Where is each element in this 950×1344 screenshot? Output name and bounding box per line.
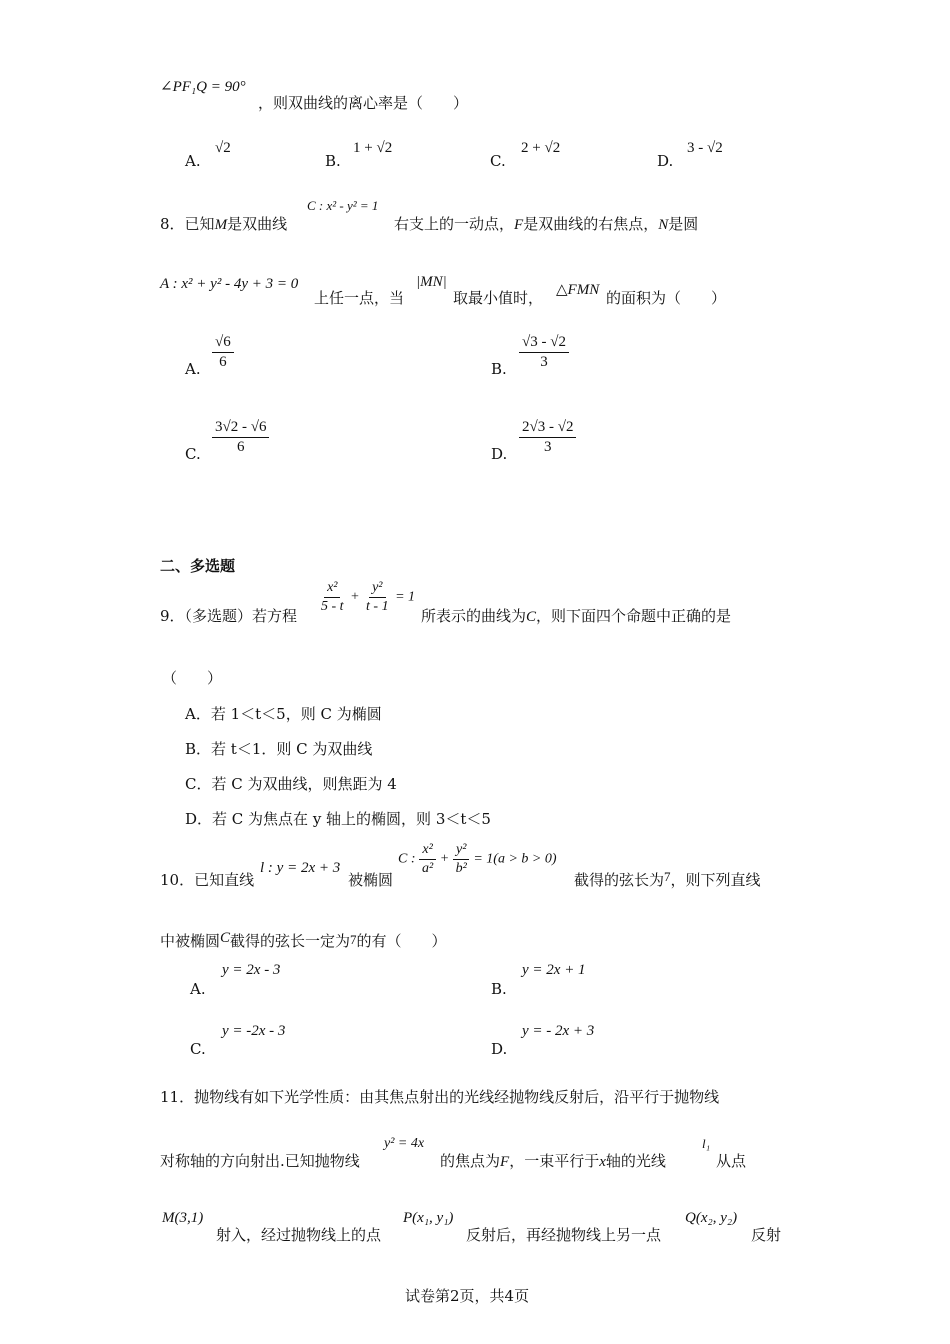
q8-option-b-label: B.: [491, 360, 507, 378]
q9-stem-tail: 所表示的曲线为C，则下面四个命题中正确的是: [421, 607, 732, 625]
q7-option-c-label: C.: [490, 152, 506, 170]
q7-stem-tail: ，则双曲线的离心率是（ ）: [258, 94, 469, 112]
q8-option-d-frac: $\frac{2√3 - √2}{3}$: [519, 419, 576, 456]
q10-option-b-math: y = 2x + 1: [522, 962, 586, 978]
q8-option-c-label: C.: [185, 445, 201, 463]
q11-point-q: Q(x₂, y₂): [685, 1210, 738, 1226]
q11-line1: 11．抛物线有如下光学性质：由其焦点射出的光线经抛物线反射后，沿平行于抛物线: [160, 1088, 720, 1106]
q8-stem-line2-c: 的面积为（ ）: [606, 289, 727, 307]
q11-parabola-math: y² = 4x: [384, 1136, 425, 1151]
q11-l1-math: l₁: [702, 1136, 711, 1151]
q7-option-c-math: 2 + √2: [521, 140, 561, 156]
q8-stem-line1-tail: 右支上的一动点，F是双曲线的右焦点，N是圆: [394, 215, 699, 233]
q10-stem-start: 10．已知直线: [160, 871, 255, 889]
q10-stem-line2: 中被椭圆C截得的弦长一定为7的有（ ）: [160, 930, 447, 950]
q8-option-a-frac: $\frac{√6}{6}$: [212, 334, 234, 371]
q7-stem-line: [160, 76, 246, 96]
q8-hyperbola-math: C : x² - y² = 1: [307, 198, 379, 213]
q10-option-a-math: y = 2x - 3: [222, 962, 281, 978]
q11-line2-c: 从点: [716, 1152, 747, 1170]
q10-option-b-label: B.: [491, 980, 507, 998]
q11-line2-b: 的焦点为F，一束平行于x轴的光线: [440, 1152, 666, 1170]
q11-point-p: P(x₁, y₁): [403, 1210, 454, 1226]
q7-option-a-label: A.: [185, 152, 201, 170]
q9-option-b: B．若 t＜1．则 C 为双曲线: [185, 740, 373, 758]
q9-equation: $\frac{\text{x²}}{5 - t}$ + $\frac{\text{y²}}{t - 1}$ = 1: [321, 580, 416, 614]
section-title-multiple-choice: 二、多选题: [160, 557, 236, 575]
q11-line3-c: 反射: [751, 1226, 782, 1244]
q9-option-a: A．若 1＜t＜5，则 C 为椭圆: [185, 705, 382, 723]
q9-answer-paren: （ ）: [162, 669, 223, 687]
q9-option-c: C．若 C 为双曲线，则焦距为 4: [185, 775, 397, 793]
q8-option-b-frac: $\frac{√3 - √2}{3}$: [519, 334, 569, 371]
q10-ellipse-math: C : $\frac{\text{x²}}{\text{a²}}$ + $\frac{\text{y²}}{\text{b²}}$ = 1(a > b > 0): [398, 842, 557, 876]
q7-option-b-math: 1 + √2: [353, 140, 393, 156]
page-footer: 试卷第2页，共4页: [405, 1287, 530, 1305]
q10-option-a-label: A.: [190, 980, 206, 998]
q8-option-c-frac: $\frac{3√2 - √6}{6}$: [212, 419, 269, 456]
q8-stem-line2-b: 取最小值时，: [453, 289, 544, 307]
q8-option-d-label: D.: [491, 445, 508, 463]
q7-option-b-label: B.: [325, 152, 341, 170]
q7-option-a-math: √2: [215, 140, 231, 156]
q10-option-c-math: y = -2x - 3: [222, 1023, 286, 1039]
q8-circle-math: A : x² + y² - 4y + 3 = 0: [160, 276, 299, 292]
q8-stem-line1: 8．已知M是双曲线: [160, 215, 288, 233]
q7-angle-math: ∠PF₁Q = 90°: [160, 79, 246, 95]
q10-stem-tail: 截得的弦长为7，则下列直线: [574, 869, 761, 889]
q11-point-m: M(3,1): [162, 1210, 204, 1226]
q8-triangle-math: △FMN: [556, 282, 600, 298]
q10-option-d-label: D.: [491, 1040, 508, 1058]
q11-line3-a: 射入，经过抛物线上的点: [216, 1226, 382, 1244]
q8-stem-line2-a: 上任一点，当: [314, 289, 405, 307]
q10-option-c-label: C.: [190, 1040, 206, 1058]
q9-stem-start: 9．（多选题）若方程: [160, 607, 298, 625]
q7-option-d-math: 3 - √2: [687, 140, 723, 156]
q8-mn-math: |MN|: [416, 274, 447, 290]
q11-line2-a: 对称轴的方向射出.已知抛物线: [160, 1152, 360, 1170]
q10-option-d-math: y = - 2x + 3: [522, 1023, 595, 1039]
q11-line3-b: 反射后，再经抛物线上另一点: [466, 1226, 662, 1244]
q7-option-d-label: D.: [657, 152, 674, 170]
q8-option-a-label: A.: [185, 360, 201, 378]
q10-line-math: l : y = 2x + 3: [260, 860, 341, 876]
q10-stem-mid: 被椭圆: [348, 871, 394, 889]
q9-option-d: D．若 C 为焦点在 y 轴上的椭圆，则 3＜t＜5: [185, 810, 491, 828]
